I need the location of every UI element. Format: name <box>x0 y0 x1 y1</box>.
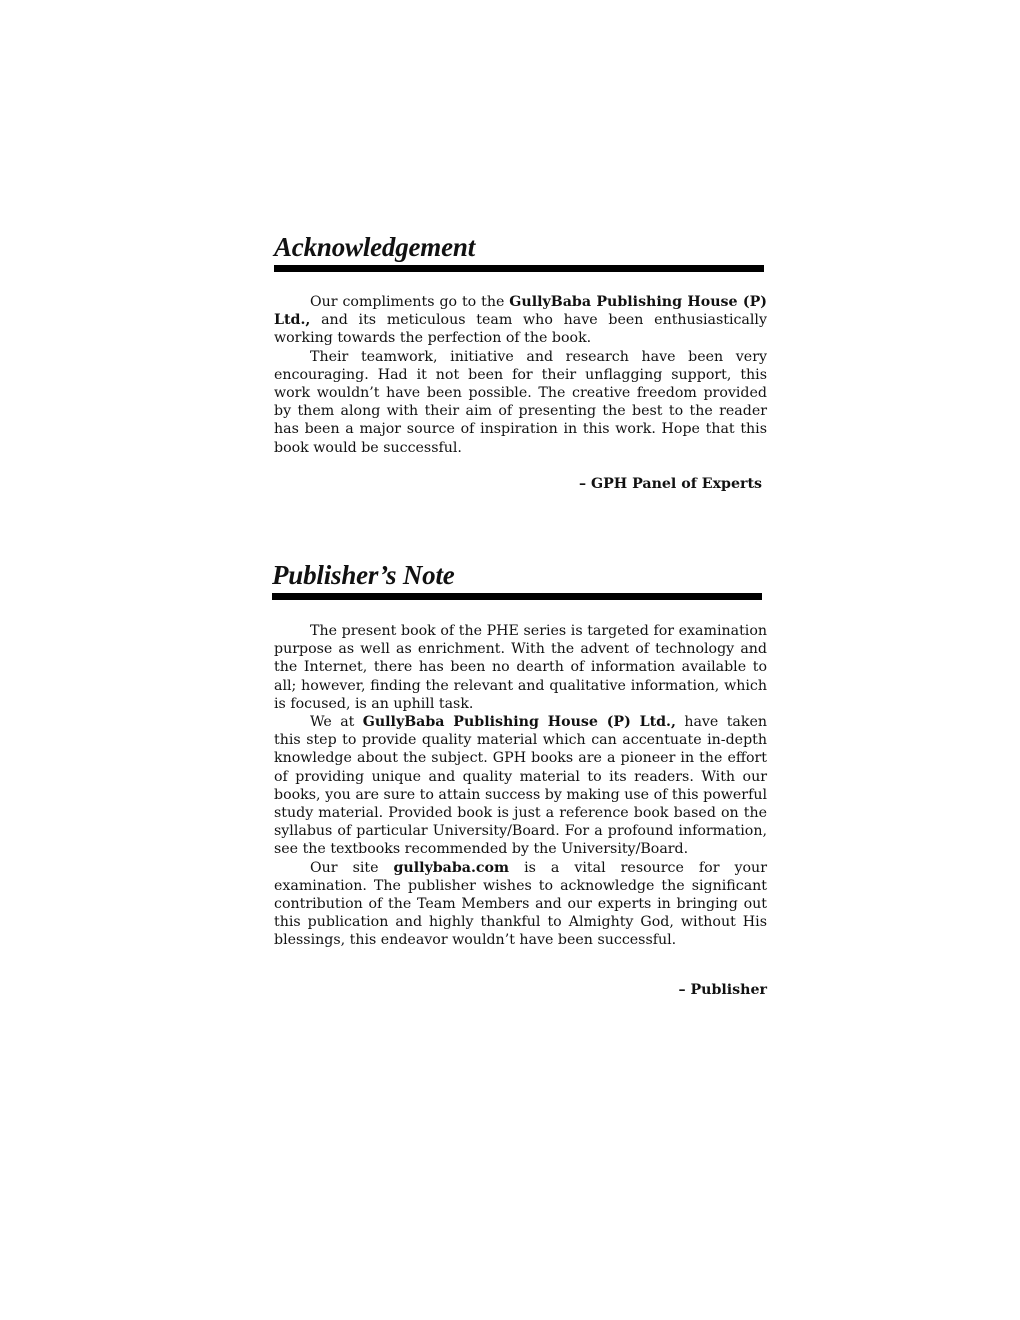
acknowledgement-paragraph-1 <box>274 293 767 348</box>
acknowledgement-body <box>274 293 767 457</box>
acknowledgement-section <box>274 230 767 272</box>
publishers-note-section <box>272 558 765 600</box>
pn-p3-text-b: is a vital resource for your examination. The publisher wishes to acknowledge the significant contribution of the Team Members and our experts in bringing out this publication and highly thankful to Almighty God, without His blessings, this endeavor wouldn’t have been successful. <box>274 859 767 949</box>
pn-p3-text-a: Our site <box>310 859 394 876</box>
publishers-note-paragraph-3 <box>274 859 767 950</box>
publisher-name-bold-2: GullyBaba Publishing House (P) Ltd., <box>362 714 676 731</box>
publishers-note-signature: – Publisher <box>678 982 767 998</box>
pn-p2-text-a: We at <box>310 714 363 731</box>
publishers-note-paragraph-1: The present book of the PHE series is targeted for examination purpose as well as enrichment. With the advent of technology and the Internet, there has been no dearth of information available to all; however, finding the relevant and qualitative information, which is focused, is an uphill task. <box>274 623 767 712</box>
acknowledgement-heading: Acknowledgement <box>274 232 475 262</box>
publisher-name-bold: GullyBaba Publishing House (P) Ltd., <box>274 294 767 329</box>
publishers-note-body <box>274 622 767 950</box>
pn-p2-text-b: have taken this step to provide quality material which can accentuate in-depth knowledge about the subject. GPH books are a pioneer in the effort of providing unique and quality material to its readers. With our books, you are sure to attain success by making use of this powerful study material. Provided book is just a reference book based on the syllabus of particular University/Board. For a profound information, see the textbooks recommended by the University/Board. <box>274 714 767 858</box>
website-name-bold: gullybaba.com <box>393 859 510 876</box>
publishers-note-rule <box>272 593 762 600</box>
publishers-note-paragraph-2 <box>274 713 767 859</box>
ack-p1-text-b: and its meticulous team who have been enthusiastically working towards the perfection of the book. <box>274 312 767 347</box>
acknowledgement-signature: – GPH Panel of Experts <box>578 476 762 492</box>
ack-p1-text-a: Our compliments go to the <box>310 294 510 310</box>
publishers-note-heading: Publisher’s Note <box>272 560 455 590</box>
acknowledgement-paragraph-2: Their teamwork, initiative and research have been very encouraging. Had it not been for their unflagging support, this work wouldn’t have been possible. The creative freedom provided by them along with their aim of presenting the best to the reader has been a major source of inspiration in this work. Hope that this book would be successful. <box>274 348 767 456</box>
acknowledgement-rule <box>274 265 764 272</box>
